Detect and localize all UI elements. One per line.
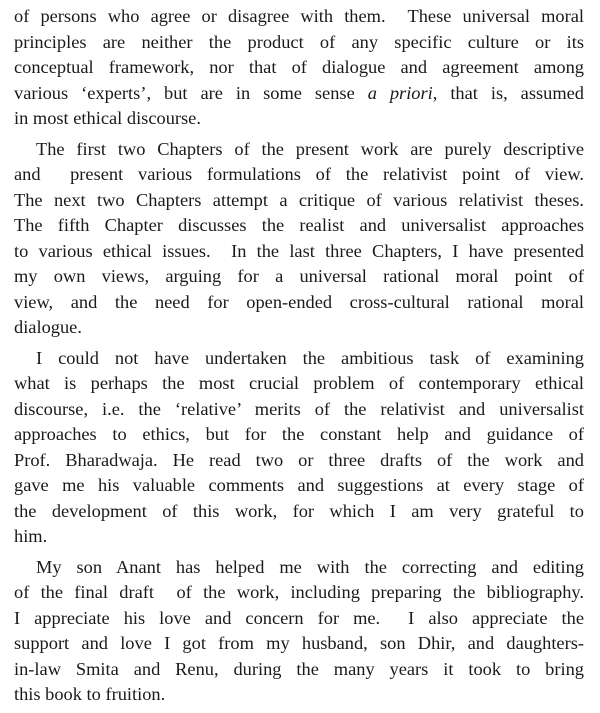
text-line (14, 188, 584, 214)
text-segment: I appreciate his love and concern for me. I also appreciate the (14, 607, 584, 628)
text-segment: The first two Chapters of the present work are purely descriptive (36, 138, 584, 159)
text-segment: a priori (367, 82, 433, 103)
text-segment: to various ethical issues. In the last three Chapters, I have presented (14, 240, 584, 261)
text-line (14, 137, 584, 163)
text-line (14, 315, 584, 341)
text-line (14, 81, 584, 107)
text-line (14, 106, 584, 132)
text-line (14, 30, 584, 56)
text-segment: approaches to ethics, but for the constant help and guidance of (14, 424, 584, 444)
text-segment: in most ethical discourse. (14, 108, 201, 128)
text-line (14, 213, 584, 239)
text-line (14, 524, 584, 550)
text-segment: my own views, arguing for a universal rational moral point of (14, 266, 584, 286)
text-line (14, 682, 584, 708)
text-line (14, 239, 584, 265)
text-segment: in-law Smita and Renu, during the many years it took to bring (14, 658, 584, 679)
text-line (14, 555, 584, 581)
text-segment: of the final draft of the work, including preparing the bibliography. (14, 582, 584, 602)
text-segment: view, and the need for open-ended cross-cultural rational moral (14, 291, 584, 312)
text-line (14, 473, 584, 499)
text-line (14, 422, 584, 448)
text-segment: gave me his valuable comments and suggestions at every stage of (14, 475, 584, 495)
text-line (14, 371, 584, 397)
text-line (14, 580, 584, 606)
text-line (14, 162, 584, 188)
text-segment: support and love I got from my husband, son Dhir, and daughters- (14, 633, 584, 653)
text-segment: what is perhaps the most crucial problem of contemporary ethical (14, 373, 584, 393)
paragraph (14, 555, 584, 708)
text-segment: various ‘experts’, but are in some sense (14, 82, 368, 103)
document-page (14, 4, 584, 713)
paragraph (14, 4, 584, 132)
text-segment: discourse, i.e. the ‘relative’ merits of the relativist and universalist (14, 398, 584, 419)
text-segment: dialogue. (14, 317, 82, 337)
paragraph (14, 137, 584, 341)
text-line (14, 264, 584, 290)
text-segment: , that is, assumed (432, 82, 585, 103)
text-line (14, 290, 584, 316)
text-segment: conceptual framework, nor that of dialogue and agreement among (14, 57, 584, 77)
text-line (14, 499, 584, 525)
text-segment: this book to fruition. (14, 684, 166, 704)
text-line (14, 55, 584, 81)
text-segment: principles are neither the product of any specific culture or its (14, 31, 584, 52)
text-line (14, 346, 584, 372)
text-line (14, 397, 584, 423)
text-segment: The next two Chapters attempt a critique of various relativist theses. (14, 189, 584, 210)
text-segment: My son Anant has helped me with the correcting and editing (36, 556, 584, 577)
text-segment: him. (14, 526, 48, 546)
text-line (14, 606, 584, 632)
text-line (14, 631, 584, 657)
text-line (14, 657, 584, 683)
paragraph (14, 346, 584, 550)
text-line (14, 448, 584, 474)
text-segment: the development of this work, for which I am very grateful to (14, 500, 584, 521)
text-segment: Prof. Bharadwaja. He read two or three drafts of the work and (14, 449, 584, 470)
text-segment: I could not have undertaken the ambitious task of examining (36, 347, 584, 368)
text-segment: The fifth Chapter discusses the realist and universalist approaches (14, 215, 584, 235)
text-segment: of persons who agree or disagree with them. These universal moral (14, 6, 584, 26)
text-segment: and present various formulations of the relativist point of view. (14, 164, 584, 184)
text-line (14, 4, 584, 30)
